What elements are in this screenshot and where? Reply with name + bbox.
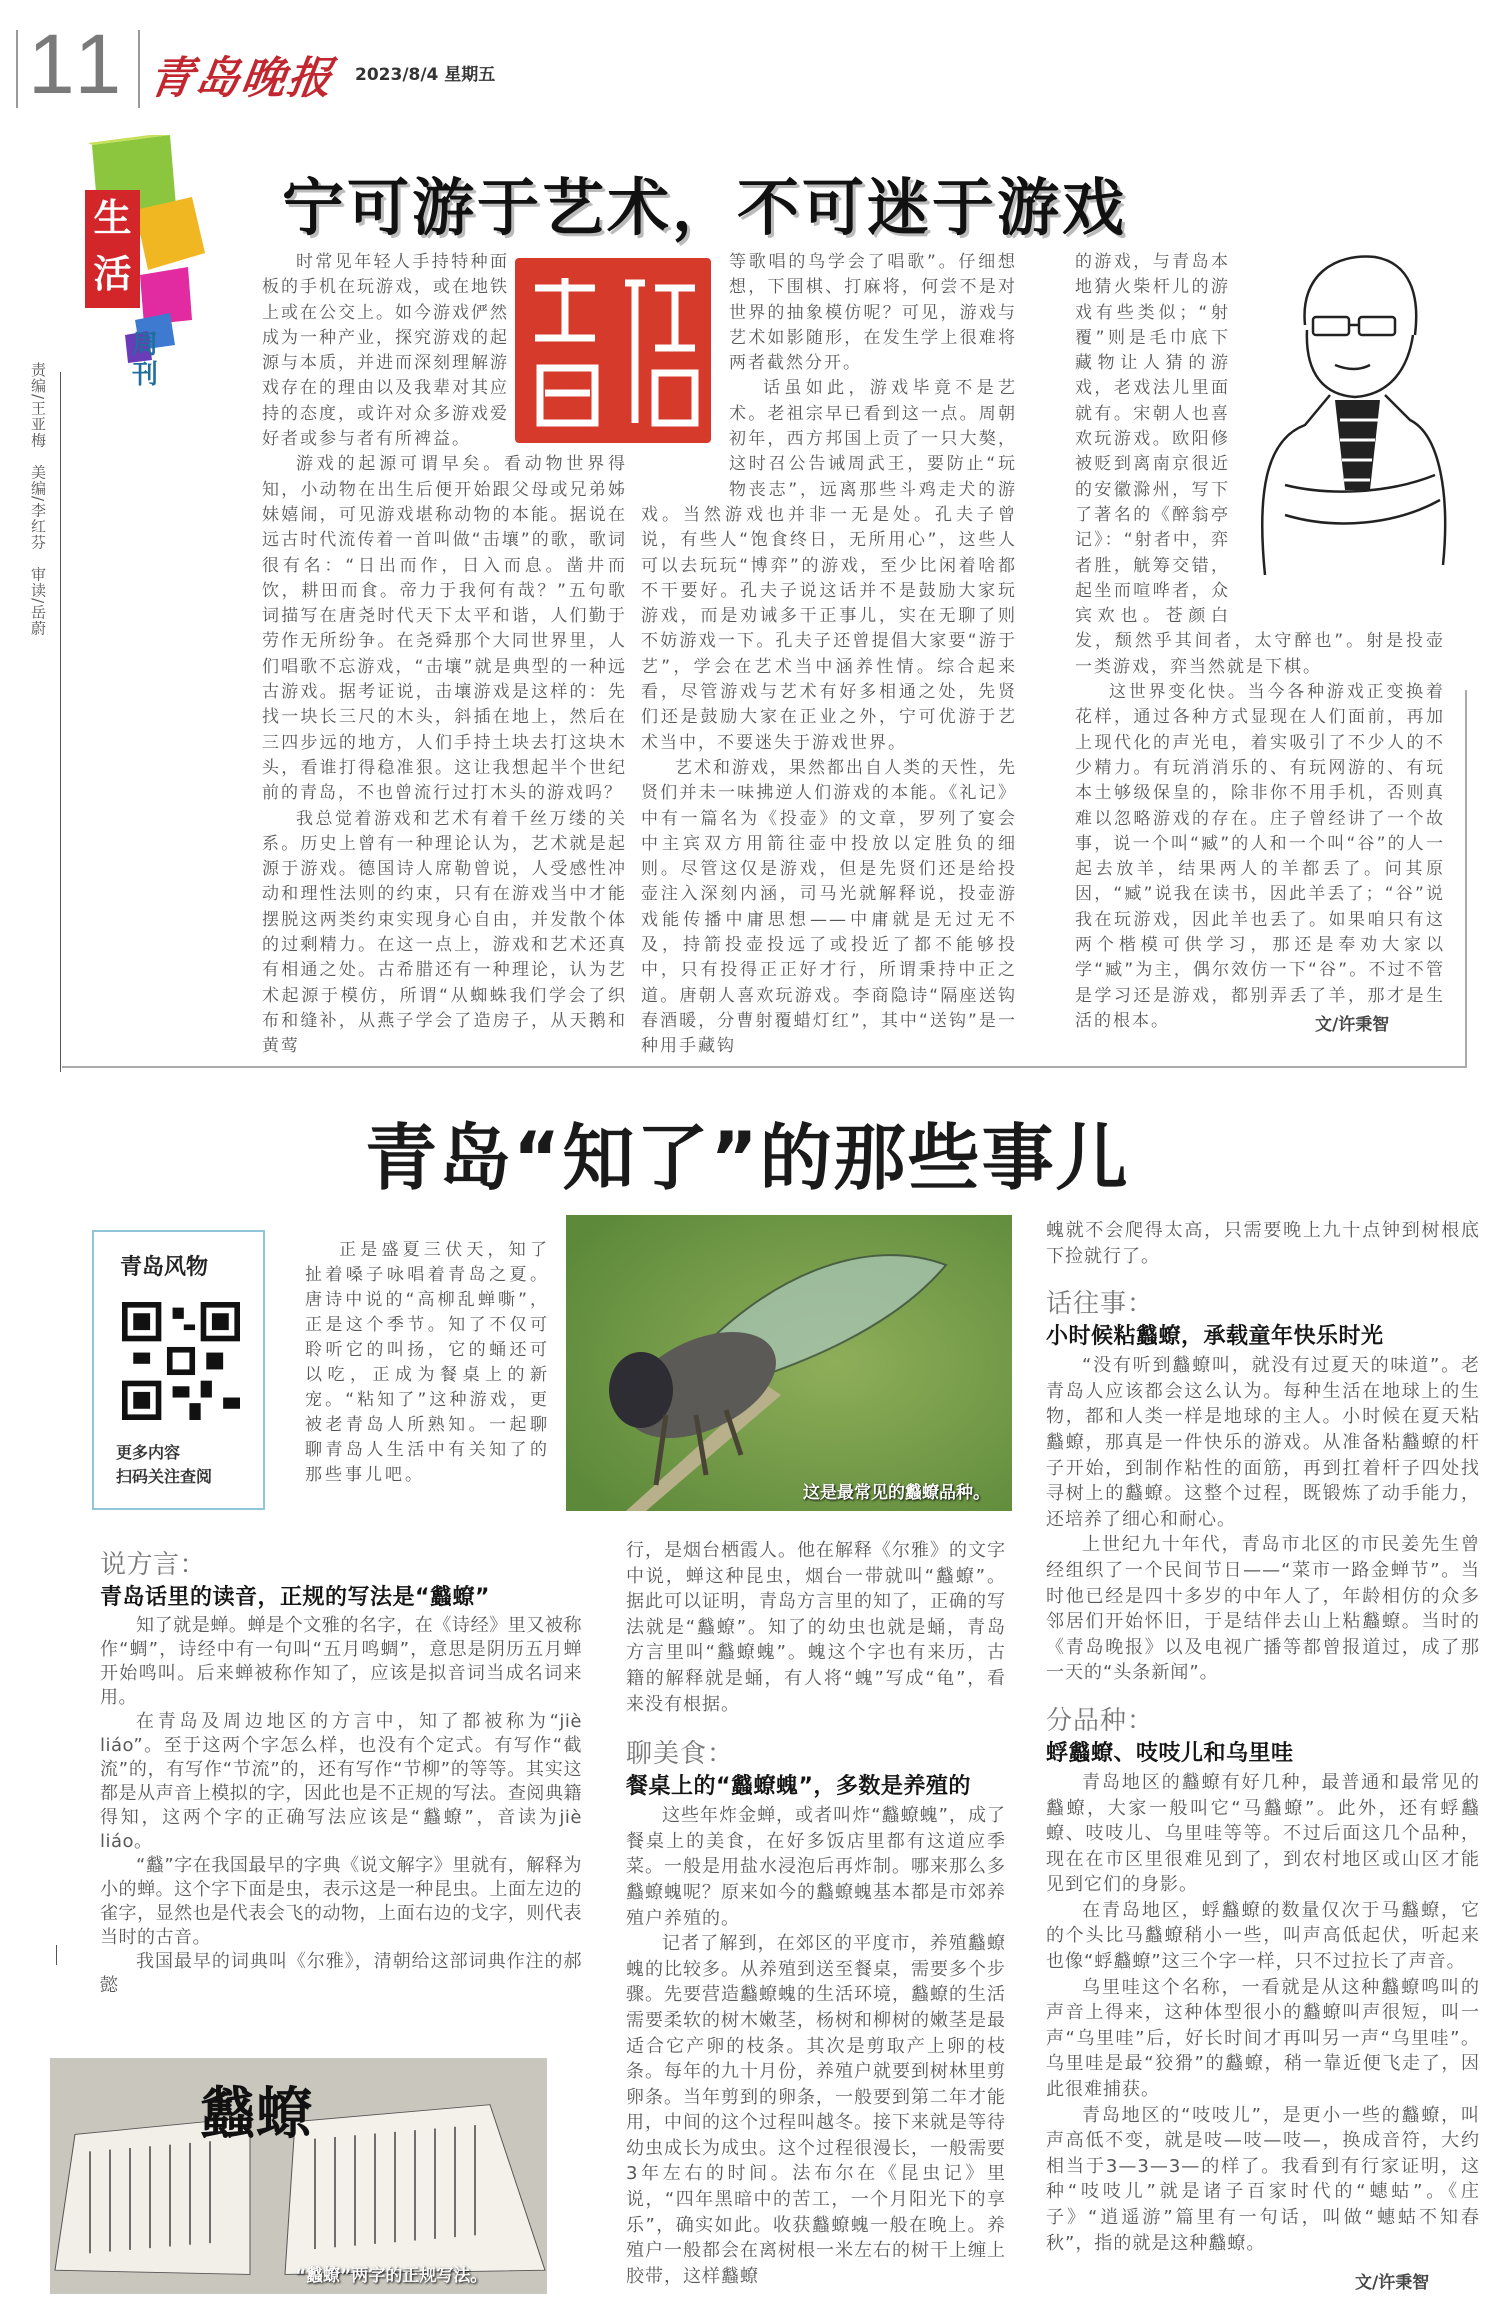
page-number: 11 [28, 17, 128, 111]
paragraph: 知了就是蝉。蝉是个文雅的名字，在《诗经》里又被称作“蜩”，诗经中有一句叫“五月鸣蜩”，意思是阴历五月蝉开始鸣叫。后来蝉被称作知了，应该是拟音词当成名词来用。 [100, 1615, 582, 1708]
article2-intro [305, 1238, 550, 1488]
paragraph: “蠽”字在我国最早的字典《说文解字》里就有，解释为小的蝉。这个字下面是虫，表示这是一种昆虫。上面左边的雀字，显然也是代表会飞的动物，上面右边的戈字，则代表当时的古音。 [100, 1855, 582, 1948]
paragraph: 记者了解到，在郊区的平度市，养殖蠽蟟螝的比较多。从养殖到送至餐桌，需要多个步骤。先要营造蠽蟟螝的生活环境，蠽蟟的生活需要柔软的树木嫩茎，杨树和柳树的嫩茎是最适合它产卵的枝条。其次是剪取产上卵的枝条。每年的九十月份，养殖户就要到树林里剪卵条。当年剪到的卵条，一般要到第二年才能用，中间的这个过程叫越冬。接下来就是等待幼虫成长为成虫。这个过程很漫长，一般需要3年左右的时间。法布尔在《昆虫记》里说，“四年黑暗中的苦工，一个月阳光下的享乐”，确实如此。收获蠽蟟螝一般在晚上。养殖户一般都会在离树根一米左右的树干上缠上胶带，这样蠽蟟 [626, 1933, 1006, 2287]
header-rule [16, 30, 18, 108]
article1-frame-right [1465, 690, 1467, 1068]
article2-title: 青岛“知了”的那些事儿 [365, 1116, 1130, 1200]
article2-column-middle [626, 1538, 1006, 2289]
article2-column-left [100, 1548, 582, 1998]
ancient-books-photo [50, 2058, 547, 2294]
paragraph: 青岛地区的“吱吱儿”，是更小一些的蠽蟟，叫声高低不变，就是吱—吱—吱—，换成音符，大约相当于3—3—3—的样了。我看到有行家证明，这种“吱吱儿”就是诸子百家时代的“蟪蛄”。《庄子》“逍遥游”篇里有一句话，叫做“蟪蛄不知春秋”，指的就是这种蠽蟟。 [1046, 2104, 1480, 2254]
newspaper-logo: 青岛晚报 [145, 53, 337, 104]
paragraph: 我总觉着游戏和艺术有着千丝万缕的关系。历史上曾有一种理论认为，艺术就是起源于游戏。德国诗人席勒曾说，人受感性冲动和理性法则的约束，只有在游戏当中才能摆脱这两类约束实现身心自由，并发散个体的过剩精力。在这一点上，游戏和艺术还真有相通之处。古希腊还有一种理论，认为艺术起源于模仿，所谓“从蜘蛛我们学会了织布和缝补，从燕子学会了造房子，从天鹅和黄莺 [262, 808, 627, 1057]
paragraph: 青岛地区的蠽蟟有好几种，最普通和最常见的蠽蟟，大家一般叫它“马蠽蟟”。此外，还有蜉蠽蟟、吱吱儿、乌里哇等等。不过后面这几个品种，现在在市区里很难见到了，到农村地区或山区才能见到它们的身影。 [1046, 1771, 1480, 1896]
side-rule [60, 372, 61, 1072]
article1-frame-bottom [62, 1066, 1467, 1068]
article1-byline: 文/许秉智 [1315, 1015, 1390, 1035]
paragraph: 游戏的起源可谓早矣。看动物世界得知，小动物在出生后便开始跟父母或兄弟姊妹嬉闹，可见游戏堪称动物的本能。据说在远古时代流传着一首叫做“击壤”的歌，歌词很有名：“日出而作，日入而息。凿井而饮，耕田而食。帝力于我何有哉？”五句歌词描写在唐尧时代天下太平和谐，人们勤于劳作无所纷争。在尧舜那个大同世界里，人们唱歌不忘游戏，“击壤”就是典型的一种远古游戏。据考证说，击壤游戏是这样的：先找一块长三尺的木头，斜插在地上，然后在三四步远的地方，人们手持土块去打这块木头，看谁打得稳准狠。这让我想起半个世纪前的青岛，不也曾流行过打木头的游戏吗？ [262, 454, 627, 804]
paragraph: 乌里哇这个名称，一看就是从这种蠽蟟鸣叫的声音上得来，这种体型很小的蠽蟟叫声很短，叫一声“乌里哇”后，好长时间才再叫另一声“乌里哇”。乌里哇是最“狡猾”的蠽蟟，稍一靠近便飞走了，因此很难捕获。 [1046, 1976, 1480, 2101]
books-photo-caption: “蠽蟟”两字的正规写法。 [295, 2266, 488, 2286]
editor-credits: 责编/王亚梅 美编/李红芬 审读/岳蔚 [29, 362, 47, 637]
paragraph: 这世界变化快。当今各种游戏正变换着花样，通过各种方式显现在人们面前，再加上现代化的声光电，着实吸引了不少人的不少精力。有玩消消乐的、有玩网游的、有玩本土够级保皇的，除非你不用手机，否则真难以忽略游戏的存在。庄子曾经讲了一个故事，说一个叫“臧”的人和一个叫“谷”的人一起去放羊，结果两人的羊都丢了。问其原因，“臧”说我在读书，因此羊丢了；“谷”说我在玩游戏，因此羊也丢了。如果咱只有这两个楷模可供学习，那还是奉劝大家以学“臧”为主，偶尔效仿一下“谷”。不过不管是学习还是游戏，都别弄丢了羊，那才是生活的根本。 [1075, 682, 1445, 1031]
books-title: 蠽蟟 [200, 2082, 312, 2147]
side-rule [56, 1945, 57, 1965]
section-badge: 生活 [85, 190, 140, 308]
intro-text: 正是盛夏三伏天，知了扯着嗓子咏唱着青岛之夏。唐诗中说的“高柳乱蝉嘶”，正是这个季节。知了不仅可聆听它的叫扬，它的蛹还可以吃，正成为餐桌上的新宠。“粘知了”这种游戏，更被老青岛人所熟知。一起聊聊青岛人生活中有关知了的那些事儿吧。 [305, 1240, 550, 1485]
section-heading: 青岛话里的读音，正规的写法是“蠽蟟” [100, 1585, 490, 1610]
cicada-image [566, 1215, 1012, 1511]
paragraph: 艺术和游戏，果然都出自人类的天性，先贤们并未一味拂逆人们游戏的本能。《礼记》中有一篇名为《投壶》的文章，罗列了宴会中主宾双方用箭往壶中投放以定胜负的细则。尽管这仅是游戏，但是先贤们还是给投壶注入深刻内涵，司马光就解释说，投壶游戏能传播中庸思想——中庸就是无过无不及，持箭投壶投远了或投近了都不能够投中，只有投得正正好才行，所谓秉持中正之道。唐朝人喜欢玩游戏。李商隐诗“隔座送钩春酒暖，分曹射覆蜡灯红”，其中“送钩”是一种用手藏钩 [641, 757, 1017, 1057]
issue-date: 2023/8/4 星期五 [355, 65, 496, 85]
section-weekly-label: 周刊 [132, 330, 159, 390]
cicada-photo [566, 1215, 1012, 1511]
qr-promo-box [92, 1230, 265, 1510]
paragraph: 我国最早的词典叫《尔雅》，清朝给这部词典作注的郝懿 [100, 1951, 582, 1996]
qr-caption-line2: 扫码关注查阅 [116, 1467, 213, 1486]
qr-code-icon[interactable] [122, 1302, 240, 1420]
paragraph: 等歌唱的鸟学会了唱歌”。仔细想想，下围棋、打麻将，何尝不是对世界的抽象模仿呢？可见，游戏与艺术如影随形，在发生学上很难将两者截然分开。 [729, 252, 1017, 374]
header-rule [138, 30, 140, 108]
section-label: 说方言： [100, 1550, 207, 1580]
article2-column-right [1046, 1218, 1480, 2256]
section-logo [40, 135, 215, 390]
section-heading: 蜉蠽蟟、吱吱儿和乌里哇 [1046, 1740, 1294, 1766]
cicada-photo-caption: 这是最常见的蠽蟟品种。 [803, 1483, 990, 1503]
paragraph: 在青岛地区，蜉蠽蟟的数量仅次于马蠽蟟，它的个头比马蠽蟟稍小一些，叫声高低起伏，听起来也像“蜉蠽蟟”这三个字一样，只不过拉长了声音。 [1046, 1899, 1480, 1973]
paragraph: 行，是烟台栖霞人。他在解释《尔雅》的文字中说，蝉这种昆虫，烟台一带就叫“蠽蟟”。据此可以证明，青岛方言里的知了，正确的写法就是“蠽蟟”。知了的幼虫也就是蛹，青岛方言里叫“蠽蟟螝”。螝这个字也有来历，古籍的解释就是蛹，有人将“螝”写成“龟”，看来没有根据。 [626, 1540, 1006, 1715]
article2-byline: 文/许秉智 [1355, 2273, 1430, 2293]
section-heading: 餐桌上的“蠽蟟螝”，多数是养殖的 [626, 1774, 971, 1800]
paragraph: 这些年炸金蝉，或者叫炸“蠽蟟螝”，成了餐桌上的美食，在好多饭店里都有这道应季菜。一般是用盐水浸泡后再炸制。哪来那么多蠽蟟螝呢？原来如今的蠽蟟螝基本都是市郊养殖户养殖的。 [626, 1805, 1006, 1929]
article1-title: 宁可游于艺术，不可迷于游戏 [282, 171, 1128, 244]
paragraph: 上世纪九十年代，青岛市北区的市民姜先生曾经组织了一个民间节日——“菜市一路金蝉节”。当时他已经是四十多岁的中年人了，年龄相仿的众多邻居们开始怀旧，于是结伴去山上粘蠽蟟。当时的《青岛晚报》以及电视广播等都曾报道过，成了那一天的“头条新闻”。 [1046, 1534, 1480, 1684]
section-label: 分品种： [1046, 1705, 1155, 1736]
paragraph: 时常见年轻人手持特种面板的手机在玩游戏，或在地铁上或在公交上。如今游戏俨然成为一种产业，探究游戏的起源与本质，并进而深刻理解游戏存在的理由以及我辈对其应持的态度，或许对众多游戏爱好者或参与者有所裨益。 [262, 252, 509, 450]
section-label: 聊美食： [626, 1739, 735, 1770]
article1-column-2 [641, 250, 1017, 1060]
paragraph: 的游戏，与青岛本地猜火柴杆儿的游戏有些类似；“射覆”则是毛巾底下藏物让人猜的游戏，老戏法儿里面就有。宋朝人也喜欢玩游戏。欧阳修被贬到离南京很近的安徽滁州，写下了著名的《醉翁亭记》：“射者中，弈者胜，觥筹交错，起坐而喧哗者，众宾欢也。苍颜白发，颓然乎其间者，太守醉也”。射是投壶一类游戏，弈当然就是下棋。 [1075, 252, 1445, 677]
qr-title: 青岛风物 [120, 1255, 209, 1280]
paragraph: 螝就不会爬得太高，只需要晚上九十点钟到树根底下捡就行了。 [1046, 1220, 1480, 1267]
section-heading: 小时候粘蠽蟟，承载童年快乐时光 [1046, 1324, 1384, 1350]
qr-caption-line1: 更多内容 [116, 1443, 181, 1462]
paragraph: “没有听到蠽蟟叫，就没有过夏天的味道”。老青岛人应该都会这么认为。每种生活在地球上的生物，都和人类一样是地球的主人。小时候在夏天粘蠽蟟，那真是一件快乐的游戏。从准备粘蠽蟟的杆子开始，到制作粘性的面筋，再到扛着杆子四处找寻树上的蠽蟟。这整个过程，既锻炼了动手能力，还培养了细心和耐心。 [1046, 1355, 1480, 1530]
article1-column-1 [262, 250, 627, 1060]
article1-column-3 [1075, 250, 1445, 1034]
section-label: 话往事： [1046, 1289, 1155, 1320]
paragraph: 话虽如此，游戏毕竟不是艺术。老祖宗早已看到这一点。周朝初年，西方邦国上贡了一只大獒，这时召公告诫周武王，要防止“玩物丧志”，远离那些斗鸡走犬的游戏。当然游戏也并非一无是处。孔夫子曾说，有些人“饱食终日，无所用心”，这些人可以去玩玩“博弈”的游戏，至少比闲着啥都不干要好。孔夫子说这话并不是鼓励大家玩游戏，而是劝诫多干正事儿，实在无聊了则不妨游戏一下。孔夫子还曾提倡大家要“游于艺”，学会在艺术当中涵养性情。综合起来看，尽管游戏与艺术有好多相通之处，先贤们还是鼓励大家在正业之外，宁可优游于艺术当中，不要迷失于游戏世界。 [641, 378, 1017, 753]
paragraph: 在青岛及周边地区的方言中，知了都被称为“jiè liáo”。至于这两个字怎么样，也没有个定式。有写作“截流”的，有写作“节流”的，还有写作“节柳”的等等。其实这都是从声音上模拟的字，因此也是不正规的写法。查阅典籍得知，这两个字的正确写法应该是“蠽蟟”，音读为jiè liáo。 [100, 1711, 582, 1852]
